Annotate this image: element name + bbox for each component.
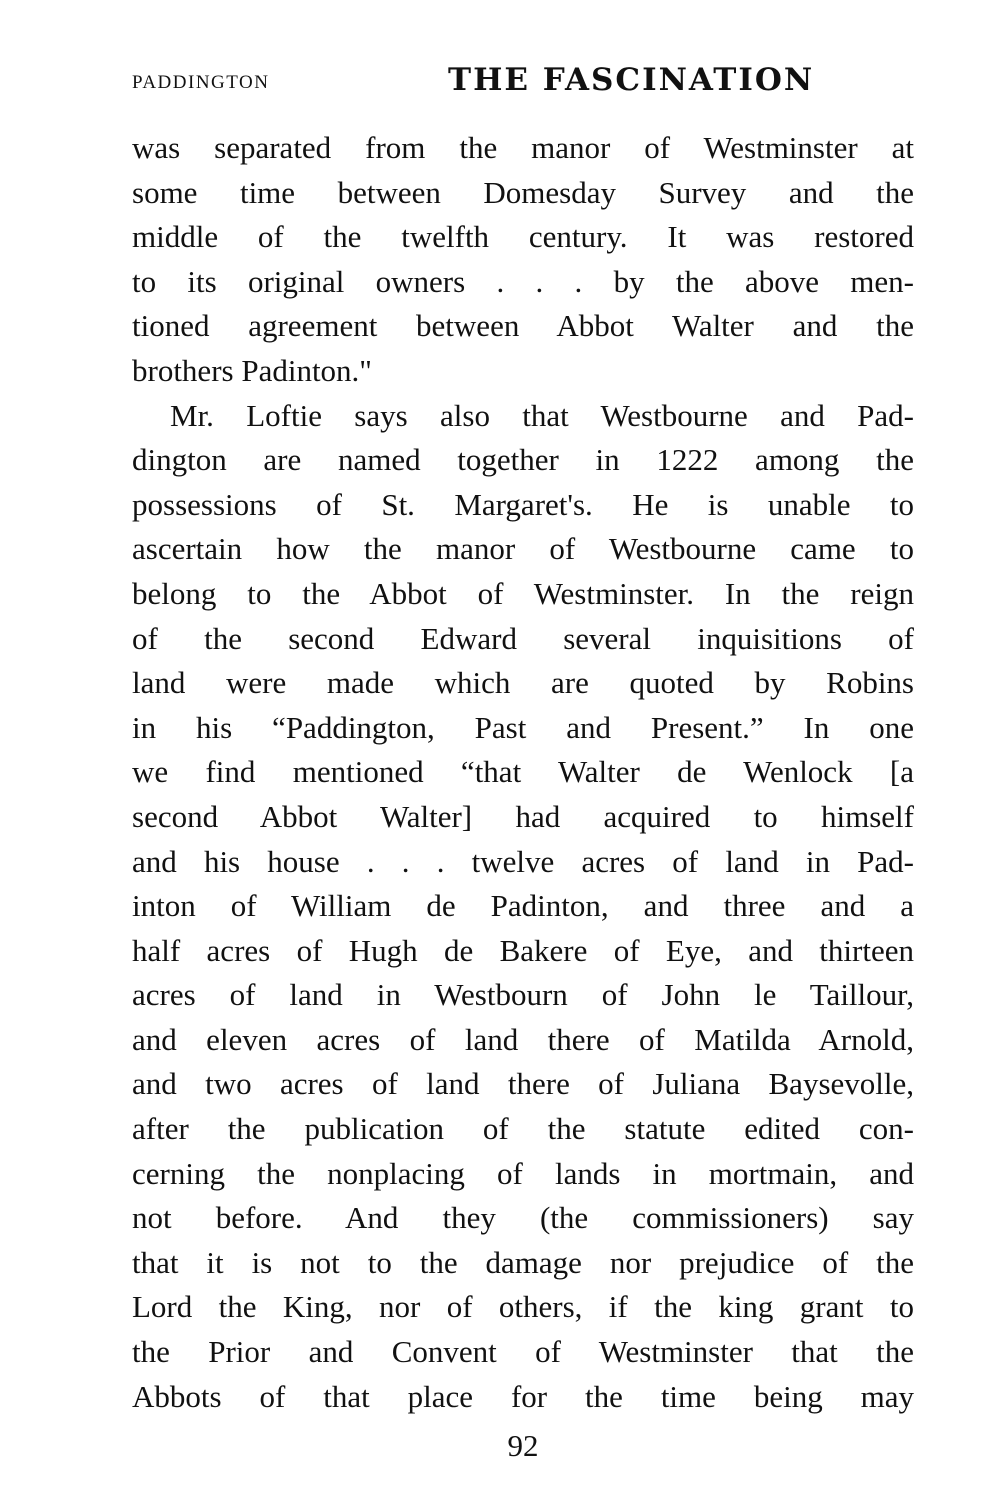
page-header — [132, 62, 914, 102]
text-line: not before. And they (the commissioners) say — [132, 1200, 914, 1236]
text-line: acres of land in Westbourn of John le Taillour, — [132, 977, 914, 1013]
text-line: second Abbot Walter] had acquired to himself — [132, 798, 914, 834]
text-line: Mr. Loftie says also that Westbourne and Pad- — [170, 397, 914, 433]
text-line: brothers Padinton." — [132, 352, 372, 388]
text-line: in his “Paddington, Past and Present.” In one — [132, 709, 914, 745]
text-line: and his house . . . twelve acres of land in Pad- — [132, 843, 914, 879]
text-line: tioned agreement between Abbot Walter and the — [132, 308, 914, 344]
chapter-title: THE FASCINATION — [448, 62, 815, 98]
text-line: some time between Domesday Survey and the — [132, 174, 914, 210]
text-line: was separated from the manor of Westminster at — [132, 130, 914, 165]
text-line: inton of William de Padinton, and three and a — [132, 888, 914, 924]
running-head: PADDINGTON — [132, 72, 270, 93]
text-line: cerning the nonplacing of lands in mortmain, and — [132, 1155, 914, 1191]
text-line: possessions of St. Margaret's. He is unable to — [132, 486, 914, 522]
text-line: dington are named together in 1222 among the — [132, 442, 914, 478]
text-line: of the second Edward several inquisitions of — [132, 620, 914, 656]
body-text — [132, 126, 914, 1419]
text-line: that it is not to the damage nor prejudice of the — [132, 1244, 914, 1280]
text-line: Abbots of that place for the time being may — [132, 1378, 914, 1414]
page-number: 92 — [507, 1428, 539, 1463]
text-line: and eleven acres of land there of Matilda Arnold, — [132, 1021, 914, 1057]
text-line: belong to the Abbot of Westminster. In the reign — [132, 575, 914, 611]
text-line: ascertain how the manor of Westbourne came to — [132, 531, 914, 567]
text-line: half acres of Hugh de Bakere of Eye, and thirteen — [132, 932, 914, 968]
text-line: and two acres of land there of Juliana Baysevolle, — [132, 1066, 914, 1102]
text-line: middle of the twelfth century. It was restored — [132, 219, 914, 255]
text-line: the Prior and Convent of Westminster that the — [132, 1334, 914, 1370]
text-line: Lord the King, nor of others, if the king grant to — [132, 1289, 914, 1325]
text-line: we find mentioned “that Walter de Wenlock [a — [132, 754, 914, 790]
text-line: land were made which are quoted by Robins — [132, 665, 914, 701]
text-line: after the publication of the statute edited con- — [132, 1111, 914, 1147]
text-line: to its original owners . . . by the above men- — [132, 263, 914, 299]
